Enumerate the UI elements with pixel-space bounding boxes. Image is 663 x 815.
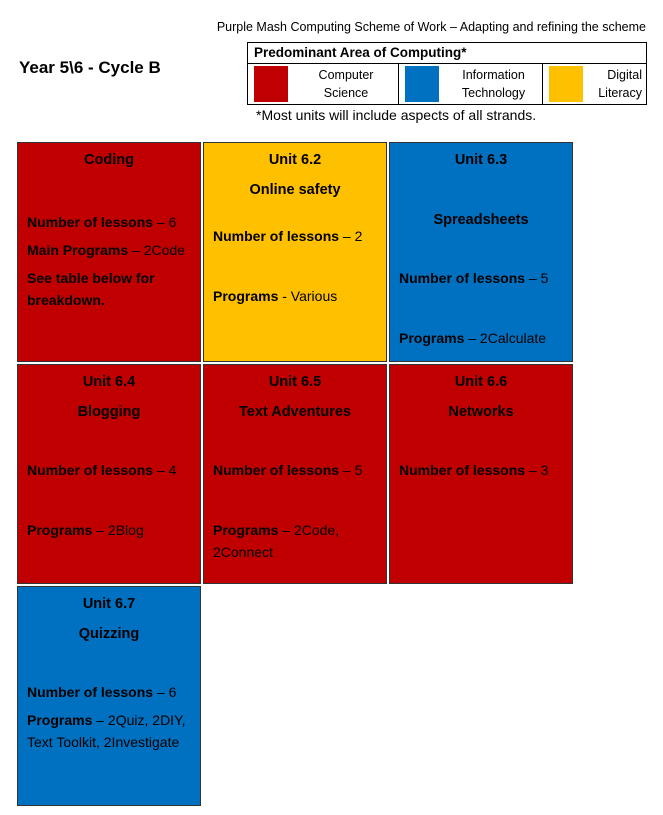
unit-name: Blogging [77,404,141,420]
unit-title: Unit 6.5 [268,374,322,390]
lessons-label: Number of lessons [399,270,526,286]
lessons-line [27,459,191,481]
lessons-value: – 5 [342,462,363,478]
programs-line [213,285,377,307]
legend-label-line: Literacy [598,86,642,100]
legend-label-line: Science [323,86,369,100]
unit-name: Networks [448,404,514,420]
unit-title: Unit 6.7 [82,596,136,612]
lessons-value: – 3 [528,462,549,478]
programs-line [27,239,191,261]
legend-label [589,64,646,104]
programs-label: Programs [399,330,465,346]
lessons-line [399,267,563,289]
programs-line [27,519,191,541]
legend-row [248,64,646,104]
programs-label: Main Programs [27,242,129,258]
programs-value: – 2Blog [96,522,144,538]
legend-note: *Most units will include aspects of all strands. [256,107,537,123]
lessons-label: Number of lessons [27,462,154,478]
unit-title: Unit 6.2 [268,152,322,168]
unit-card-6-7 [17,586,201,806]
lessons-value: – 5 [528,270,549,286]
legend-title: Predominant Area of Computing* [248,43,646,64]
programs-value: – 2Calculate [468,330,547,346]
lessons-value: – 2 [342,228,363,244]
programs-label: Programs [27,712,93,728]
programs-line [213,519,377,563]
legend-label-line: Computer [318,68,374,82]
unit-card-6-6 [389,364,573,584]
programs-value: – 2Code, 2Connect [213,522,340,560]
unit-title: Unit 6.4 [82,374,136,390]
lessons-value: – 6 [156,214,177,230]
legend-label-line: Digital [607,68,642,82]
programs-label: Programs [27,522,93,538]
year-cycle-title: Year 5\6 - Cycle B [19,58,161,77]
unit-card-6-3 [389,142,573,362]
programs-value: – 2Code [132,242,185,258]
legend-label-line: Information [462,68,525,82]
unit-card-6-5 [203,364,387,584]
legend-swatch-red [254,66,288,102]
lessons-line [27,681,191,703]
unit-extra-note: See table below for breakdown. [27,270,155,308]
unit-card-6-2 [203,142,387,362]
unit-name: Text Adventures [239,404,351,420]
lessons-label: Number of lessons [213,462,340,478]
lessons-line [399,459,563,481]
programs-line [399,327,563,349]
lessons-line [27,211,191,233]
programs-line [27,709,191,753]
unit-title: Unit 6.6 [454,374,508,390]
legend-label [445,64,542,104]
lessons-value: – 4 [156,462,177,478]
legend-label [294,64,398,104]
computing-area-legend [247,42,647,105]
unit-title: Unit 6.3 [454,152,508,168]
lessons-value: – 6 [156,684,177,700]
programs-value: – 2Quiz, 2DIY, Text Toolkit, 2Investigate [27,712,186,750]
unit-name: Spreadsheets [433,212,529,228]
programs-value: - Various [282,288,338,304]
lessons-line [213,225,377,247]
lessons-label: Number of lessons [213,228,340,244]
legend-swatch-blue [405,66,439,102]
lessons-label: Number of lessons [27,214,154,230]
unit-card-coding [17,142,201,362]
legend-label-line: Technology [461,86,526,100]
unit-name: Quizzing [78,626,140,642]
legend-item-computer-science [248,64,399,104]
lessons-label: Number of lessons [399,462,526,478]
unit-card-6-4 [17,364,201,584]
lessons-line [213,459,377,481]
legend-swatch-yellow [549,66,583,102]
programs-label: Programs [213,522,279,538]
legend-item-information-technology [399,64,543,104]
scheme-title: Purple Mash Computing Scheme of Work – Adapting and refining the scheme [216,20,646,34]
unit-title: Coding [84,152,134,168]
legend-item-digital-literacy [543,64,646,104]
lessons-label: Number of lessons [27,684,154,700]
unit-name: Online safety [249,182,341,198]
programs-label: Programs [213,288,279,304]
